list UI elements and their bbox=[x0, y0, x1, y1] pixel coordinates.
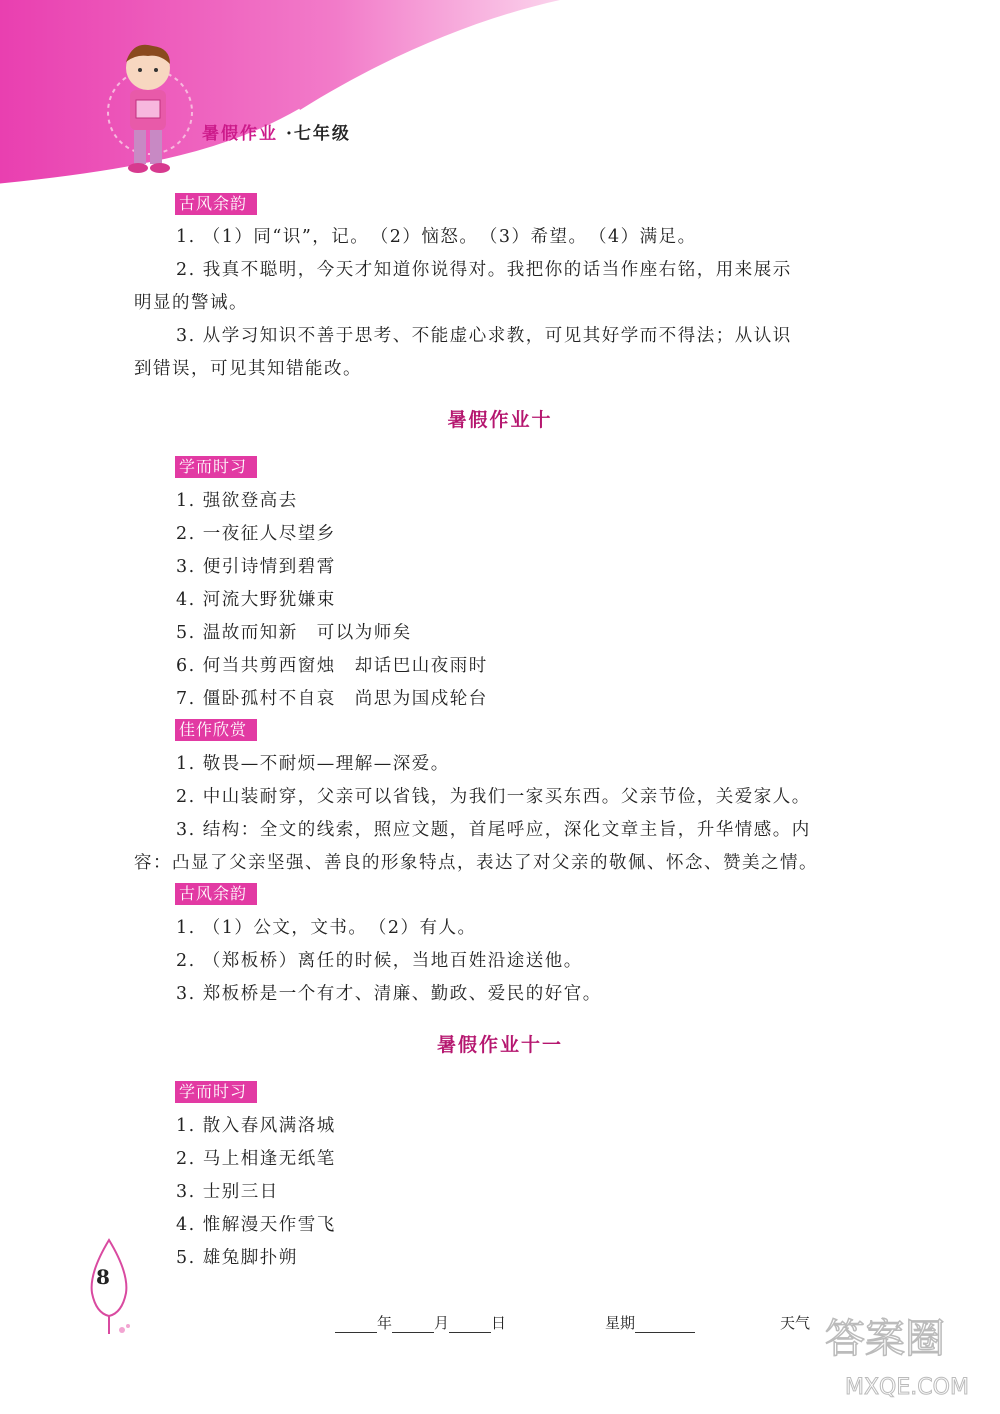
header-title bbox=[202, 119, 351, 144]
year-label: 年 bbox=[377, 1314, 393, 1332]
workbook-title: 暑假作业 bbox=[202, 124, 278, 144]
answer-line: 5. 雄兔脚扑朔 bbox=[176, 1248, 298, 1268]
answer-line: 1. （1）同“识”，记。 （2）恼怒。 （3）希望。 （4）满足。 bbox=[176, 227, 697, 247]
answer-line: 6. 何当共剪西窗烛 却话巴山夜雨时 bbox=[176, 656, 488, 676]
answer-line: 3. 郑板桥是一个有才、清廉、勤政、爱民的好官。 bbox=[176, 984, 602, 1004]
watermark-url: MXQE.COM bbox=[845, 1375, 969, 1400]
section-tag-xueer: 学而时习 bbox=[175, 1081, 257, 1103]
boy-reading-illustration bbox=[98, 38, 198, 178]
answer-line: 1. 敬畏—不耐烦—理解—深爱。 bbox=[176, 754, 450, 774]
answer-line: 2. 一夜征人尽望乡 bbox=[176, 524, 336, 544]
answer-line: 1. 强欲登高去 bbox=[176, 491, 298, 511]
answer-line: 4. 河流大野犹嫌束 bbox=[176, 590, 336, 610]
answer-line: 3. 结构：全文的线索，照应文题，首尾呼应，深化文章主旨，升华情感。内 bbox=[176, 820, 811, 840]
answer-line: 3. 从学习知识不善于思考、不能虚心求教，可见其好学而不得法；从认识 bbox=[176, 326, 792, 346]
answer-line: 2. 我真不聪明，今天才知道你说得对。我把你的话当作座右铭，用来展示 bbox=[176, 260, 792, 280]
answer-line: 4. 惟解漫天作雪飞 bbox=[176, 1215, 336, 1235]
answer-line: 3. 便引诗情到碧霄 bbox=[176, 557, 336, 577]
section-tag-gufeng: 古风余韵 bbox=[175, 193, 257, 215]
weekday-blank bbox=[635, 1318, 695, 1333]
answer-line: 1. 散入春风满洛城 bbox=[176, 1116, 336, 1136]
section-heading-10: 暑假作业十 bbox=[447, 409, 553, 431]
footer-date bbox=[335, 1312, 506, 1333]
section-tag-gufeng: 古风余韵 bbox=[175, 883, 257, 905]
answer-line: 到错误，可见其知错能改。 bbox=[134, 359, 362, 379]
day-label: 日 bbox=[491, 1314, 507, 1332]
answer-line: 明显的警诫。 bbox=[134, 293, 248, 313]
section-tag-xueer: 学而时习 bbox=[175, 456, 257, 478]
section-tag-jiazuo: 佳作欣赏 bbox=[175, 719, 257, 741]
footer-weather bbox=[780, 1312, 810, 1333]
answer-line: 5. 温故而知新 可以为师矣 bbox=[176, 623, 412, 643]
month-label: 月 bbox=[434, 1314, 450, 1332]
answer-line: 2. （郑板桥）离任的时候，当地百姓沿途送他。 bbox=[176, 951, 583, 971]
section-heading-11: 暑假作业十一 bbox=[436, 1034, 563, 1056]
answer-line: 2. 中山装耐穿，父亲可以省钱，为我们一家买东西。父亲节俭，关爱家人。 bbox=[176, 787, 811, 807]
answer-line: 容：凸显了父亲坚强、善良的形象特点，表达了对父亲的敬佩、怀念、赞美之情。 bbox=[134, 853, 818, 873]
watermark-text: 答案圈 bbox=[825, 1316, 945, 1362]
month-blank bbox=[392, 1318, 434, 1333]
year-blank bbox=[335, 1318, 377, 1333]
weekday-label: 星期 bbox=[605, 1314, 636, 1332]
answer-line: 2. 马上相逢无纸笔 bbox=[176, 1149, 336, 1169]
watermark-logo bbox=[815, 1304, 995, 1404]
page-number: 8 bbox=[96, 1265, 110, 1289]
weather-label: 天气 bbox=[780, 1314, 811, 1332]
answer-line: 7. 僵卧孤村不自哀 尚思为国戍轮台 bbox=[176, 689, 488, 709]
grade-label: ·七年级 bbox=[286, 124, 351, 144]
answer-line: 1. （1）公文，文书。 （2）有人。 bbox=[176, 918, 477, 938]
footer-weekday bbox=[605, 1312, 695, 1333]
answer-line: 3. 士别三日 bbox=[176, 1182, 279, 1202]
day-blank bbox=[449, 1318, 491, 1333]
